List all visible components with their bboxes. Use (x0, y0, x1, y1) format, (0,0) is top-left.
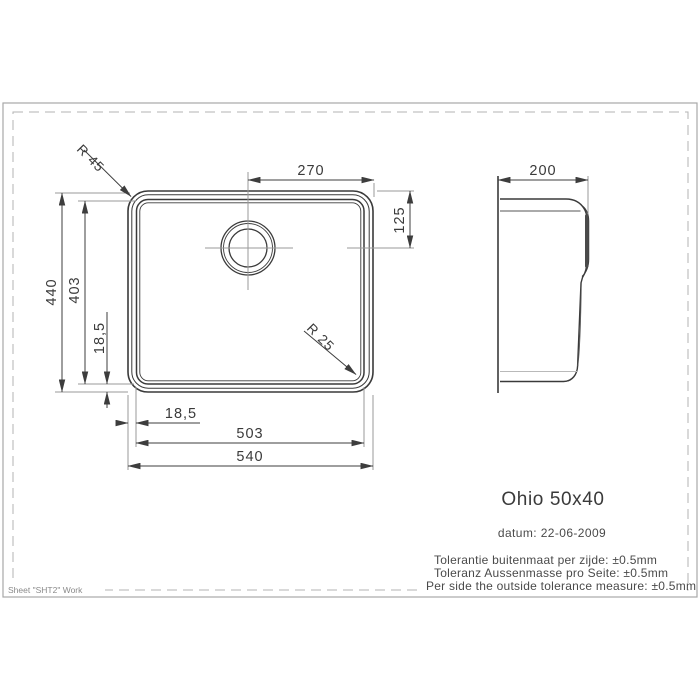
bowl-edge-line (137, 200, 365, 385)
dim-18-5v-label: 18,5 (92, 321, 108, 355)
r45-label: R 45 (73, 141, 108, 176)
dimension-18-5-vertical (92, 312, 108, 408)
tolerance-line-nl: Tolerantie buitenmaat per zijde: ±0.5mm (434, 553, 658, 567)
sink-top-view (128, 172, 373, 392)
dim-18-5h-label: 18,5 (164, 406, 198, 422)
title-block (422, 489, 696, 593)
radius-callout-r45 (74, 142, 131, 197)
radius-callout-r25 (304, 321, 356, 375)
sheet-label: Sheet "SHT2" Work (8, 585, 83, 595)
dim-503-label: 503 (236, 426, 264, 442)
tolerance-line-de: Toleranz Aussenmasse pro Seite: ±0.5mm (434, 566, 669, 580)
dimension-18-5-horizontal (116, 406, 200, 423)
extension-lines (55, 176, 588, 470)
drain-hole (205, 172, 293, 290)
dimension-440 (44, 193, 62, 392)
dim-540-label: 540 (236, 449, 264, 465)
dimension-200 (498, 163, 588, 180)
dim-125-label: 125 (392, 206, 408, 234)
dimension-125 (392, 191, 410, 248)
dim-270-label: 270 (297, 163, 325, 179)
tolerance-line-en: Per side the outside tolerance measure: ±0.5mm (426, 579, 697, 593)
drawing-title: Ohio 50x40 (501, 489, 605, 510)
side-view-body-outline (500, 199, 587, 382)
dim-200-label: 200 (529, 163, 557, 179)
dimension-270 (248, 163, 374, 180)
dim-440-label: 440 (44, 278, 60, 306)
dimension-503 (136, 426, 364, 443)
drawing-date: datum: 22-06-2009 (497, 526, 607, 540)
dim-403-label: 403 (67, 276, 83, 304)
sheet-label-group (5, 584, 105, 595)
sink-side-view (498, 176, 589, 393)
r25-label: R 25 (303, 320, 338, 355)
dimension-403 (67, 201, 85, 384)
dimension-540 (128, 449, 373, 466)
frame-inner-dashed-border (13, 112, 688, 590)
